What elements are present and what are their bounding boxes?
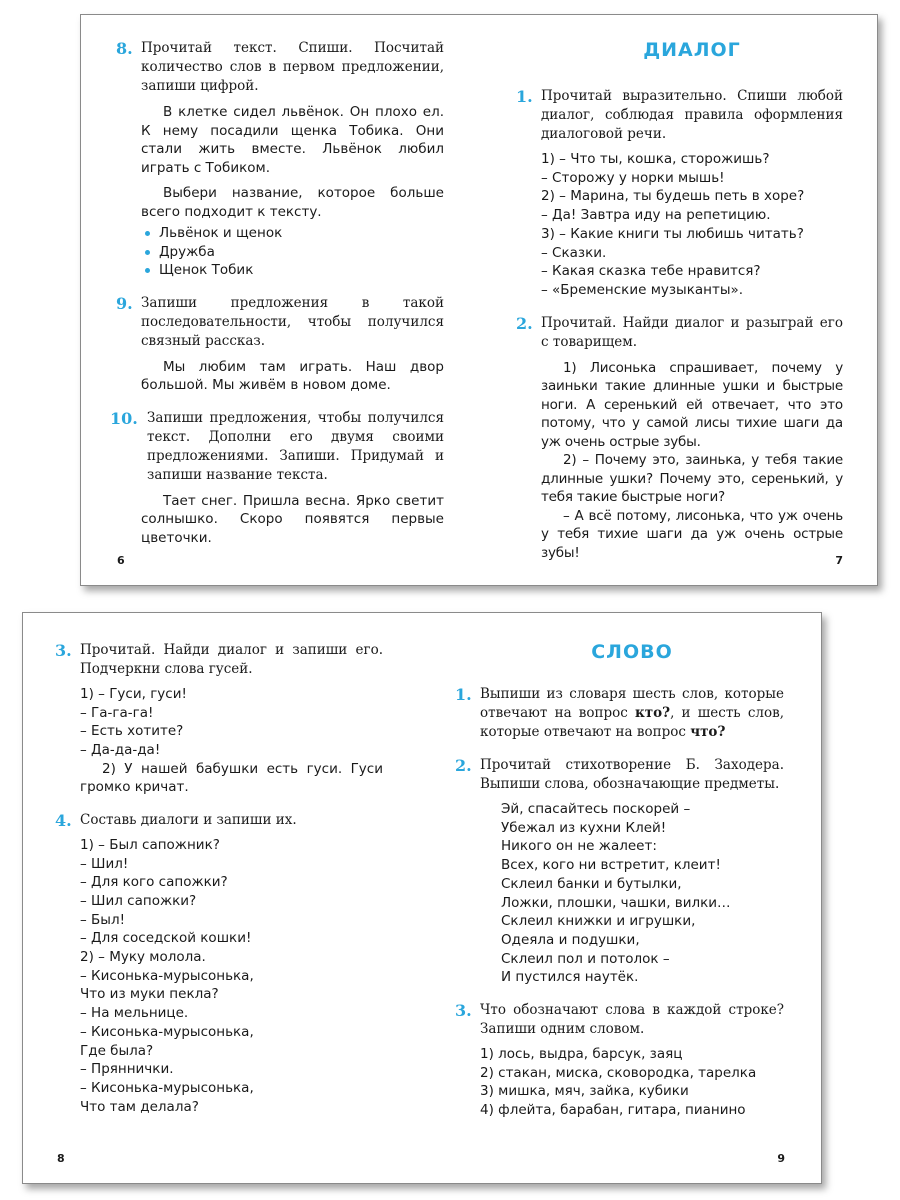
poem-line: Убежал из кухни Клей! xyxy=(501,819,667,836)
dialog-line: – Кисонька-мурысонька, xyxy=(80,967,254,984)
task-10 xyxy=(110,408,444,485)
task-text-part: , и шесть слов, которые отвечают на вопрос xyxy=(480,705,784,740)
dialog-line: – Шил! xyxy=(80,855,129,872)
poem-line: Всех, кого ни встретит, клеит! xyxy=(501,857,721,874)
dialog-line: – Пряннички. xyxy=(80,1061,174,1078)
task-instruction: Запиши предложения в такой последовательности, чтобы получился связный рассказ. xyxy=(141,294,444,349)
task-number: 10. xyxy=(110,408,138,428)
word-row: 4) флейта, барабан, гитара, пианино xyxy=(480,1102,746,1119)
book-spread-bottom xyxy=(22,612,822,1184)
dialog-list xyxy=(80,685,383,760)
task-instruction: Что обозначают слова в каждой строке? Запиши одним словом. xyxy=(480,1002,784,1038)
dialog-line: – Да-да-да! xyxy=(80,742,161,759)
page-number: 7 xyxy=(835,554,843,567)
task-number: 1. xyxy=(516,87,533,106)
poem-line: Никого он не жалеет: xyxy=(501,838,657,855)
task-number: 8. xyxy=(116,39,133,58)
title-options xyxy=(141,224,444,280)
task-1 xyxy=(516,87,843,144)
dialog-line: – Га-га-га! xyxy=(80,704,154,721)
page-number: 6 xyxy=(117,554,125,567)
task-instruction: Прочитай. Найди диалог и запиши его. Подчеркни слова гусей. xyxy=(80,642,383,677)
task-3 xyxy=(55,641,383,679)
task-instruction: Прочитай выразительно. Спиши любой диалог, соблюдая правила оформления диалоговой речи. xyxy=(541,88,843,142)
task-instruction xyxy=(480,685,784,742)
option-item: Дружба xyxy=(141,243,444,262)
dialog-line: – Сторожу у норки мышь! xyxy=(541,169,725,186)
keyword-who: кто? xyxy=(635,705,671,721)
dialog-line: – Для соседской кошки! xyxy=(80,930,252,947)
option-item: Львёнок и щенок xyxy=(141,224,444,243)
dialog-line: – Кисонька-мурысонька, xyxy=(80,1023,254,1040)
dialog-line: 1) – Гуси, гуси! xyxy=(80,686,187,702)
poem-line: Склеил книжки и игрушки, xyxy=(501,913,696,930)
dialog-line: 3) – Какие книги ты любишь читать? xyxy=(541,225,804,242)
task-8-story: В клетке сидел львёнок. Он плохо ел. К нему посадили щенка Тобика. Они стали жить вместе. Львёнок любил играть с Тобиком. xyxy=(141,104,444,176)
task-2-story: – А всё потому, лисонька, что уж очень у тебя тихие шаги да уж очень острые зубы! xyxy=(541,507,843,561)
task-number: 3. xyxy=(55,641,72,660)
word-rows xyxy=(480,1045,784,1120)
task-1 xyxy=(455,685,784,742)
task-instruction: Составь диалоги и запиши их. xyxy=(80,811,297,828)
dialog-line: – Был! xyxy=(80,911,126,928)
dialog-list xyxy=(80,836,383,1117)
task-4 xyxy=(55,810,383,830)
poem-line: Ложки, плошки, чашки, вилки… xyxy=(501,894,731,911)
task-text-part: Выпиши из словаря шесть слов, которые отвечают на вопрос xyxy=(480,686,784,721)
task-number: 4. xyxy=(55,810,72,830)
dialog-line: Где была? xyxy=(80,1042,154,1059)
dialog-line: – «Бременские музыканты». xyxy=(541,281,744,298)
dialog-line: Что там делала? xyxy=(80,1098,199,1115)
task-number: 2. xyxy=(516,313,533,333)
task-number: 1. xyxy=(455,685,472,704)
task-10-story: Тает снег. Пришла весна. Ярко светит солнышко. Скоро появятся первые цветочки. xyxy=(141,492,444,546)
dialog-line: – Какая сказка тебе нравится? xyxy=(541,263,761,280)
keyword-what: что? xyxy=(690,724,726,740)
poem-line: Одеяла и подушки, xyxy=(501,931,640,948)
dialog-line: 1) – Был сапожник? xyxy=(80,836,220,853)
task-number: 3. xyxy=(455,1001,472,1021)
dialog-line: – Да! Завтра иду на репетицию. xyxy=(541,207,771,224)
task-instruction: Прочитай стихотворение Б. Заходера. Выпиши слова, обозначающие предметы. xyxy=(480,757,784,792)
dialog-line: – Для кого сапожки? xyxy=(80,874,228,891)
task-9 xyxy=(116,293,444,351)
word-row: 1) лось, выдра, барсук, заяц xyxy=(480,1046,683,1063)
task-number: 2. xyxy=(455,756,472,775)
task-instruction: Прочитай. Найди диалог и разыграй его с товарищем. xyxy=(541,314,843,350)
page-6 xyxy=(110,39,444,585)
word-row: 2) стакан, миска, сковородка, тарелка xyxy=(480,1064,757,1081)
task-2-story: 1) Лисонька спрашивает, почему у заиньки такие длинные ушки и быстрые ноги. А серенький ей отвечает, что это потому, что у самой лисы тихие шаги да уж очень острые зубы. xyxy=(541,359,843,450)
dialog-line: – На мельнице. xyxy=(80,1005,189,1022)
task-8-choose: Выбери название, которое больше всего подходит к тексту. xyxy=(141,185,444,220)
dialog-line: 1) – Что ты, кошка, сторожишь? xyxy=(541,151,770,167)
dialog-list xyxy=(541,150,843,300)
poem xyxy=(480,800,784,987)
section-heading: ДИАЛОГ xyxy=(643,39,741,61)
dialog-line: 2) – Марина, ты будешь петь в хоре? xyxy=(541,188,805,205)
task-2-story: 2) – Почему это, заинька, у тебя такие длинные ушки? Почему это, серенький, у тебя такие быстрые ноги? xyxy=(541,452,843,506)
page-number: 9 xyxy=(777,1152,785,1165)
page-8 xyxy=(55,641,383,1183)
task-9-story: Мы любим там играть. Наш двор большой. Мы живём в новом доме. xyxy=(141,358,444,393)
task-3 xyxy=(455,1001,784,1039)
dialog-line: – Шил сапожки? xyxy=(80,892,197,909)
poem-line: Эй, спасайтесь поскорей – xyxy=(501,801,691,817)
task-8 xyxy=(116,39,444,96)
task-instruction: Запиши предложения, чтобы получился текст. Дополни его двумя своими предложениями. Запиши. Придумай и запиши название текста. xyxy=(147,409,444,483)
section-heading: СЛОВО xyxy=(591,641,673,663)
dialog-line: Что из муки пекла? xyxy=(80,986,219,1003)
word-row: 3) мишка, мяч, зайка, кубики xyxy=(480,1083,689,1100)
page-7 xyxy=(516,39,843,585)
page-number: 8 xyxy=(57,1152,65,1165)
dialog-line: 2) – Муку молола. xyxy=(80,949,206,966)
dialog-line: – Сказки. xyxy=(541,244,607,261)
book-spread-top xyxy=(80,14,878,586)
task-instruction: Прочитай текст. Спиши. Посчитай количество слов в первом предложении, запиши цифрой. xyxy=(141,40,444,94)
poem-line: Склеил пол и потолок – xyxy=(501,950,670,967)
dialog-line: – Есть хотите? xyxy=(80,723,184,740)
page-9 xyxy=(455,641,784,1183)
option-item: Щенок Тобик xyxy=(141,261,444,280)
poem-line: И пустился наутёк. xyxy=(501,969,639,986)
task-2 xyxy=(455,756,784,794)
task-3-story: 2) У нашей бабушки есть гуси. Гуси громко кричат. xyxy=(80,760,383,796)
dialog-line: – Кисонька-мурысонька, xyxy=(80,1079,254,1096)
poem-line: Склеил банки и бутылки, xyxy=(501,875,682,892)
task-number: 9. xyxy=(116,293,133,313)
task-2 xyxy=(516,313,843,352)
